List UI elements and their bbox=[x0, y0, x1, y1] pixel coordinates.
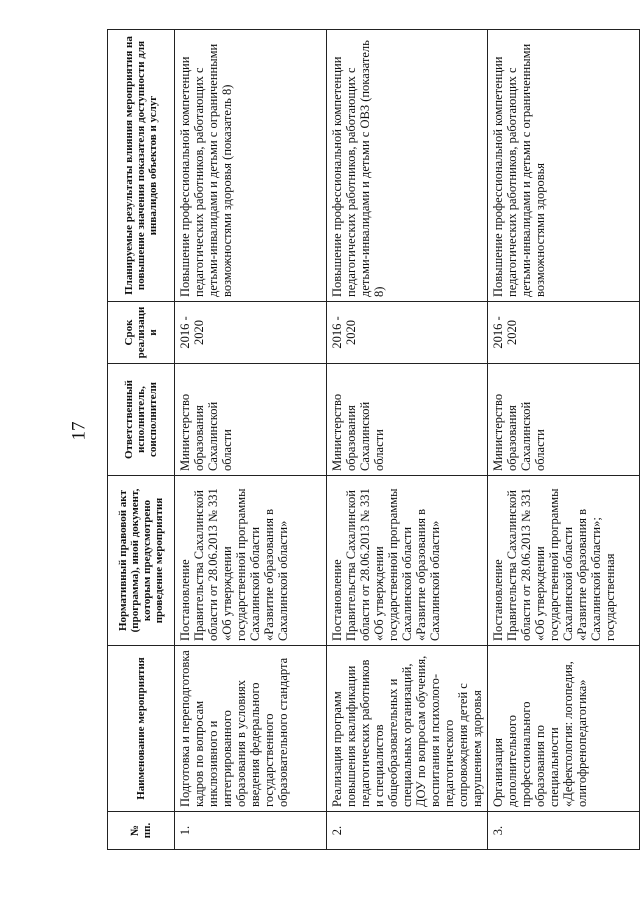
header-act: Нормативный правовой акт (программа), иной документ, которым предусмотрено проведение мероприятия bbox=[108, 476, 175, 646]
measure-name: Подготовка и переподготовка кадров по вопросам инклюзивного и интегрированного образования в условиях введения федерального государственного образовательного стандарта bbox=[175, 646, 327, 812]
legal-act: Постановление Правительства Сахалинской области от 28.06.2013 № 331 «Об утверждении государственной программы Сахалинской области «Развитие образования в Сахалинской области»; государственная bbox=[488, 476, 640, 646]
table-row bbox=[175, 30, 327, 850]
legal-act: Постановление Правительства Сахалинской области от 28.06.2013 № 331 «Об утверждении государственной программы Сахалинской области «Развитие образования в Сахалинской области» bbox=[327, 476, 488, 646]
row-number: 3. bbox=[488, 812, 640, 850]
legal-act: Постановление Правительства Сахалинской области от 28.06.2013 № 331 «Об утверждении государственной программы Сахалинской области «Развитие образования в Сахалинской области» bbox=[175, 476, 327, 646]
page-number: 17 bbox=[68, 421, 90, 441]
implementation-term: 2016 - 2020 bbox=[327, 302, 488, 364]
planned-results: Повышение профессиональной компетенции педагогических работников, работающих с детьми-инвалидами и детьми с ОВЗ (показатель 8) bbox=[327, 30, 488, 302]
header-num: № пп. bbox=[108, 812, 175, 850]
row-number: 1. bbox=[175, 812, 327, 850]
implementation-term: 2016 - 2020 bbox=[488, 302, 640, 364]
planned-results: Повышение профессиональной компетенции педагогических работников, работающих с детьми-инвалидами и детьми с ограниченными возможностями здоровья bbox=[488, 30, 640, 302]
responsible-executor: Министерство образования Сахалинской области bbox=[175, 364, 327, 476]
header-results: Планируемые результаты влияния мероприятия на повышение значения показателя доступности для инвалидов объектов и услуг bbox=[108, 30, 175, 302]
measures-table-sheet bbox=[107, 30, 627, 850]
header-name: Наименование мероприятия bbox=[108, 646, 175, 812]
measures-table bbox=[107, 29, 640, 850]
implementation-term: 2016 - 2020 bbox=[175, 302, 327, 364]
responsible-executor: Министерство образования Сахалинской области bbox=[488, 364, 640, 476]
row-number: 2. bbox=[327, 812, 488, 850]
header-responsible: Ответственный исполнитель, соисполнители bbox=[108, 364, 175, 476]
table-row bbox=[327, 30, 488, 850]
planned-results: Повышение профессиональной компетенции педагогических работников, работающих с детьми-инвалидами и детьми с ограниченными возможностями здоровья (показатель 8) bbox=[175, 30, 327, 302]
measure-name: Реализация программ повышения квалификации педагогических работников и специалистов общеобразовательных и специальных организаций, ДОУ по вопросам обучения, воспитания и психолого-педагогического сопровождения детей с нарушением здоровья bbox=[327, 646, 488, 812]
header-term: Срок реализации bbox=[108, 302, 175, 364]
responsible-executor: Министерство образования Сахалинской области bbox=[327, 364, 488, 476]
table-row bbox=[488, 30, 640, 850]
measure-name: Организация дополнительного профессионального образования по специальности «Дефектология: логопедия, олигофренопедагогика» bbox=[488, 646, 640, 812]
table-header-row bbox=[108, 30, 175, 850]
